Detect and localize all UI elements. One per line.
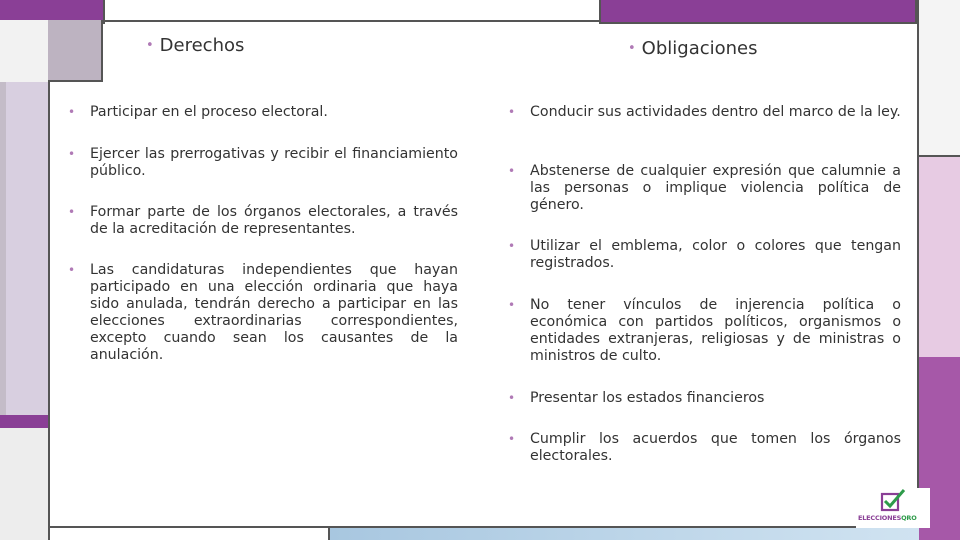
list-item: • Ejercer las prerrogativas y recibir el financiamiento público. xyxy=(68,146,458,180)
frame-line xyxy=(328,526,330,540)
list-item: • Participar en el proceso electoral. xyxy=(68,104,458,121)
header-obligaciones xyxy=(628,38,758,59)
bottom-blue-strip xyxy=(330,528,919,540)
header-derechos xyxy=(146,35,244,56)
top-right-purple-block xyxy=(599,0,917,24)
bullet-icon: • xyxy=(146,38,154,53)
list-item: • Utilizar el emblema, color o colores que tengan registrados. xyxy=(508,238,901,272)
left-lavender-column xyxy=(0,82,48,428)
frame-line xyxy=(48,82,50,540)
left-purple-band xyxy=(0,415,48,428)
top-left-mauve-block xyxy=(48,20,103,82)
top-left-gray-strip xyxy=(0,20,48,82)
frame-line xyxy=(103,20,599,22)
list-item: • Abstenerse de cualquier expresión que calumnie a las personas o implique violencia política de género. xyxy=(508,163,901,214)
elecciones-qro-logo xyxy=(856,488,930,528)
list-item: • No tener vínculos de injerencia política o económica con partidos políticos, organismos o entidades extranjeras, religiosas y de ministras o ministros de culto. xyxy=(508,297,901,365)
list-item: • Cumplir los acuerdos que tomen los órganos electorales. xyxy=(508,431,901,465)
header-obligaciones-label: Obligaciones xyxy=(641,38,758,59)
header-derechos-label: Derechos xyxy=(159,35,245,56)
list-item: • Conducir sus actividades dentro del marco de la ley. xyxy=(508,104,901,121)
right-pink-block xyxy=(919,157,960,357)
list-item: • Formar parte de los órganos electorales, a través de la acreditación de representantes. xyxy=(68,204,458,238)
logo-wordmark: ELECCIONESQRO xyxy=(858,514,917,522)
top-left-purple-block xyxy=(0,0,103,20)
list-item: • Las candidaturas independientes que hayan participado en una elección ordinaria que haya sido anulada, tendrán derecho a participar en las elecciones extraordinarias correspondientes, excepto cuando sean los causantes de la anulación. xyxy=(68,262,458,364)
left-gray-stripe xyxy=(0,82,6,428)
list-item: • Presentar los estados financieros xyxy=(508,390,901,407)
ballot-check-icon xyxy=(880,488,906,512)
frame-line xyxy=(917,0,919,540)
left-lower-gray-block xyxy=(0,428,48,540)
right-light-block xyxy=(919,0,960,155)
bullet-icon: • xyxy=(628,41,636,56)
